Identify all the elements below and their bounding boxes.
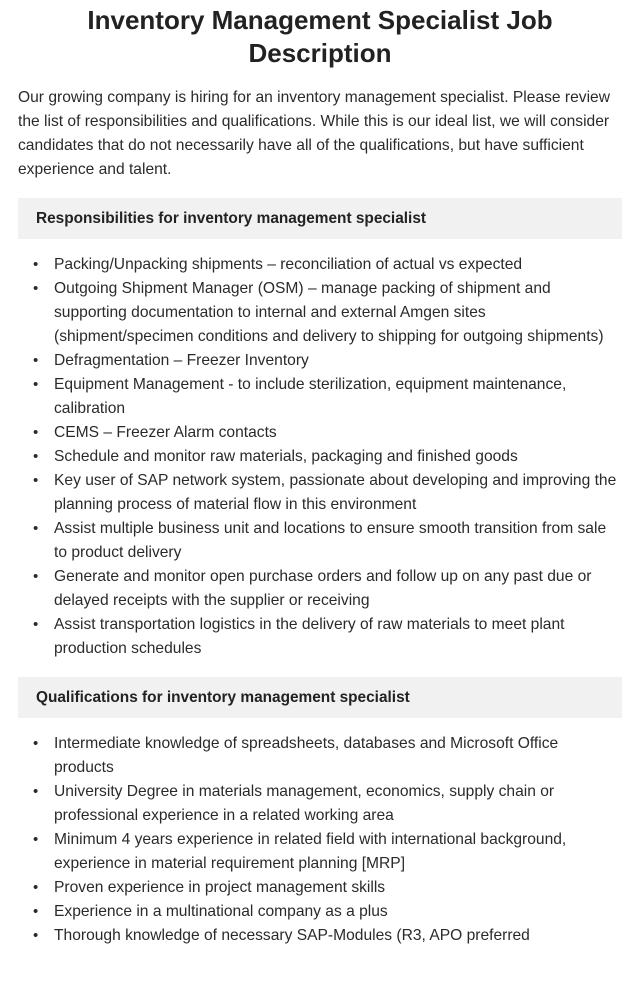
- list-item: [32, 349, 620, 373]
- qualifications-list: [32, 732, 620, 948]
- bullet-icon: •: [33, 520, 39, 537]
- list-item: [32, 732, 620, 780]
- list-item: [32, 780, 620, 828]
- list-item-text: Proven experience in project management skills: [54, 879, 386, 896]
- list-item-text: Defragmentation – Freezer Inventory: [54, 352, 309, 369]
- page-title: Inventory Management Specialist Job Description: [87, 5, 553, 68]
- list-item-text: CEMS – Freezer Alarm contacts: [54, 424, 277, 441]
- list-item: [32, 876, 620, 900]
- list-item-text: Assist transportation logistics in the delivery of raw materials to meet plant production schedules: [54, 616, 565, 657]
- list-item-text: Generate and monitor open purchase orders and follow up on any past due or delayed receipts with the supplier or receiving: [54, 568, 592, 609]
- bullet-icon: •: [33, 352, 39, 369]
- list-item: [32, 900, 620, 924]
- list-item: [32, 613, 620, 661]
- list-item-text: Packing/Unpacking shipments – reconciliation of actual vs expected: [54, 256, 523, 273]
- list-item-text: Experience in a multinational company as a plus: [54, 903, 388, 920]
- list-item-text: Assist multiple business unit and locations to ensure smooth transition from sale to product delivery: [54, 520, 607, 561]
- list-item: [32, 277, 620, 349]
- list-item: [32, 445, 620, 469]
- bullet-icon: •: [33, 376, 39, 393]
- list-item-text: Schedule and monitor raw materials, packaging and finished goods: [54, 448, 518, 465]
- list-item: [32, 469, 620, 517]
- bullet-icon: •: [33, 879, 39, 896]
- qualifications-heading: Qualifications for inventory management specialist: [18, 677, 622, 718]
- list-item-text: University Degree in materials management, economics, supply chain or professional experience in a related working area: [54, 783, 555, 824]
- bullet-icon: •: [33, 448, 39, 465]
- responsibilities-heading: Responsibilities for inventory management specialist: [18, 198, 622, 239]
- list-item-text: Outgoing Shipment Manager (OSM) – manage packing of shipment and supporting documentation to internal and external Amgen sites (shipment/specimen conditions and delivery to shipping for outgoing shipments): [54, 280, 604, 345]
- list-item-text: Intermediate knowledge of spreadsheets, databases and Microsoft Office products: [54, 735, 559, 776]
- bullet-icon: •: [33, 735, 39, 752]
- bullet-icon: •: [33, 783, 39, 800]
- responsibilities-list: [32, 253, 620, 661]
- list-item: [32, 421, 620, 445]
- bullet-icon: •: [33, 280, 39, 297]
- bullet-icon: •: [33, 256, 39, 273]
- intro-paragraph: Our growing company is hiring for an inventory management specialist. Please review the list of responsibilities and qualifications. While this is our ideal list, we will consider candidates that do not necessarily have all of the qualifications, but have sufficient experience and talent.: [18, 89, 610, 178]
- list-item: [32, 924, 620, 948]
- bullet-icon: •: [33, 424, 39, 441]
- job-description-page: [0, 4, 640, 997]
- list-item: [32, 253, 620, 277]
- list-item: [32, 828, 620, 876]
- list-item: [32, 517, 620, 565]
- bullet-icon: •: [33, 616, 39, 633]
- list-item-text: Key user of SAP network system, passionate about developing and improving the planning process of material flow in this environment: [54, 472, 617, 513]
- list-item-text: Minimum 4 years experience in related field with international background, experience in material requirement planning [MRP]: [54, 831, 567, 872]
- list-item-text: Equipment Management - to include sterilization, equipment maintenance, calibration: [54, 376, 567, 417]
- list-item: [32, 565, 620, 613]
- bullet-icon: •: [33, 831, 39, 848]
- bullet-icon: •: [33, 903, 39, 920]
- bullet-icon: •: [33, 927, 39, 944]
- bullet-icon: •: [33, 472, 39, 489]
- bullet-icon: •: [33, 568, 39, 585]
- list-item: [32, 373, 620, 421]
- list-item-text: Thorough knowledge of necessary SAP-Modules (R3, APO preferred: [54, 927, 530, 944]
